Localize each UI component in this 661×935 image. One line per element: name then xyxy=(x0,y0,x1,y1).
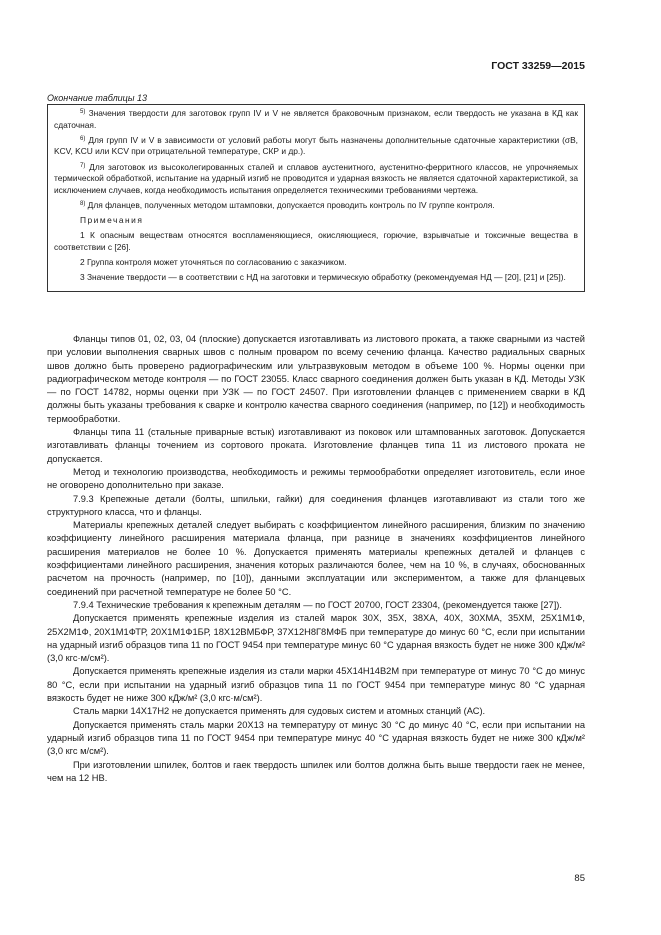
document-code: ГОСТ 33259—2015 xyxy=(491,60,585,72)
paragraph: 7.9.4 Технические требования к крепежным деталям — по ГОСТ 20700, ГОСТ 23304, (рекомендуется также [27]). xyxy=(73,599,562,610)
page-number: 85 xyxy=(574,873,585,884)
footnote-number: 5) xyxy=(80,109,86,115)
paragraph: Метод и технологию производства, необходимость и режимы термообработки определяет изготовитель, если иное не оговорено дополнительно при заказе. xyxy=(47,466,585,491)
footnote-7 xyxy=(54,162,578,197)
paragraph: Сталь марки 14Х17Н2 не допускается применять для судовых систем и атомных станций (АС). xyxy=(73,706,486,717)
main-text xyxy=(47,333,585,785)
table-footnotes-box xyxy=(47,104,585,292)
footnote-number: 6) xyxy=(80,135,86,142)
footnote-text: Для заготовок из высоколегированных сталей и сплавов аустенитного, аустенитно-ферритного классов, не упрочняемых термической обработкой, испытание на ударный изгиб не проводится и ударная вязкость не является сдаточной характеристикой, за исключением случаев, когда необходимость испытания определяется техническими требованиями чертежа. xyxy=(54,161,578,195)
paragraph: Фланцы типов 01, 02, 03, 04 (плоские) допускается изготавливать из листового проката, а также сварными из частей при условии выполнения сварных швов с полным проваром по всему сечению фланца. Качество радиальных сварных швов должно быть проверено радиографическим или ультразвуковым методом в объеме 100 %. Нормы оценки при радиографическом методе контроля — по ГОСТ 23055. Класс сварного соединения должен быть указан в КД. Методы УЗК — по ГОСТ 14782, нормы оценки при УЗК — по ГОСТ 24507. При изготовлении фланцев с применением сварки в КД должны быть указаны требования к сварке и контролю качества сварного соединения (например, по [12]) и необходимость термообработки. xyxy=(47,334,585,424)
paragraph: Фланцы типа 11 (стальные приварные встык) изготавливают из поковок или штампованных заготовок. Допускается изготавливать фланцы точением из сортового проката. Изготовление фланцев типа 11 из листового проката не допускается. xyxy=(47,427,585,464)
footnote-number: 8) xyxy=(80,200,86,207)
paragraph: При изготовлении шпилек, болтов и гаек твердость шпилек или болтов должна быть выше твердости гаек не менее, чем на 12 НВ. xyxy=(47,759,585,783)
footnote-number: 7) xyxy=(80,162,86,169)
paragraph: Допускается применять крепежные изделия из стали марки 45Х14Н14В2М при температуре от минус 70 °С до минус 80 °С, если при испытании на ударный изгиб образцов типа 11 по ГОСТ 9454 при температуре минус 80 °С ударная вязкость будет не ниже 300 кДж/м² (3,0 кгс·м/см²). xyxy=(47,666,585,704)
footnote-text: Значения твердости для заготовок групп IV и V не является браковочным признаком, если твердость не указана в КД как сдаточная. xyxy=(54,108,579,130)
notes-title: Примечания xyxy=(80,215,144,226)
note-1: 1 К опасным веществам относятся воспламеняющиеся, окисляющиеся, горючие, взрывчатые и токсичные вещества в соответствии с [26]. xyxy=(54,230,578,252)
footnote-8 xyxy=(54,200,578,212)
footnote-5 xyxy=(54,108,578,131)
paragraph: Материалы крепежных деталей следует выбирать с коэффициентом линейного расширения, близким по значению коэффициенту линейного расширения материала фланца, при разнице в значениях коэффициентов линейного расширения материалов не более 10 %. Допускается применять материалы крепежных деталей и фланцев с коэффициентами линейного расширения, значения которых различаются более, чем на 10 %, в случаях, обоснованных расчетом на прочность (например, по [10]), данными эксплуатации или экспериментом, а также для фланцевых соединений при расчетной температуре не более 50 °С. xyxy=(47,520,585,597)
paragraph: 7.9.3 Крепежные детали (болты, шпильки, гайки) для соединения фланцев изготавливают из стали того же структурного класса, что и фланцы. xyxy=(47,493,585,517)
table-continuation-caption: Окончание таблицы 13 xyxy=(47,93,147,103)
paragraph: Допускается применять крепежные изделия из сталей марок 30Х, 35Х, 38ХА, 40Х, 30ХМА, 35ХМ, 25Х1М1Ф, 25Х2М1Ф, 20Х1М1ФТР, 20Х1М1Ф1БР, 18Х12ВМБФР, 37Х12Н8Г8МФБ при температуре до минус 60 °С, если при испытании на ударный изгиб образцов типа 11 по ГОСТ 9454 при температуре минус 60 °С ударная вязкость будет не ниже 300 кДж/м² (3,0 кгс·м/см²). xyxy=(47,613,585,664)
footnote-text: Для фланцев, полученных методом штамповки, допускается проводить контроль по IV группе контроля. xyxy=(87,199,495,210)
footnote-6 xyxy=(54,135,578,158)
note-2: 2 Группа контроля может уточняться по согласованию с заказчиком. xyxy=(80,257,347,268)
footnote-text: Для групп IV и V в зависимости от условий работы могут быть назначены дополнительные сдаточные характеристики (σB, KCV, KCU или KCV при отрицательной температуре, СКР и др.). xyxy=(54,134,579,157)
paragraph: Допускается применять сталь марки 20Х13 на температуру от минус 30 °С до минус 40 °С, если при испытании на ударный изгиб образцов типа 11 по ГОСТ 9454 при температуре минус 40 °С ударная вязкость будет не ниже 300 кДж/м² (3,0 кгс м/см²). xyxy=(47,719,585,757)
note-3: 3 Значение твердости — в соответствии с НД на заготовки и термическую обработку (рекомендуемая НД — [20], [21] и [25]). xyxy=(80,272,566,283)
